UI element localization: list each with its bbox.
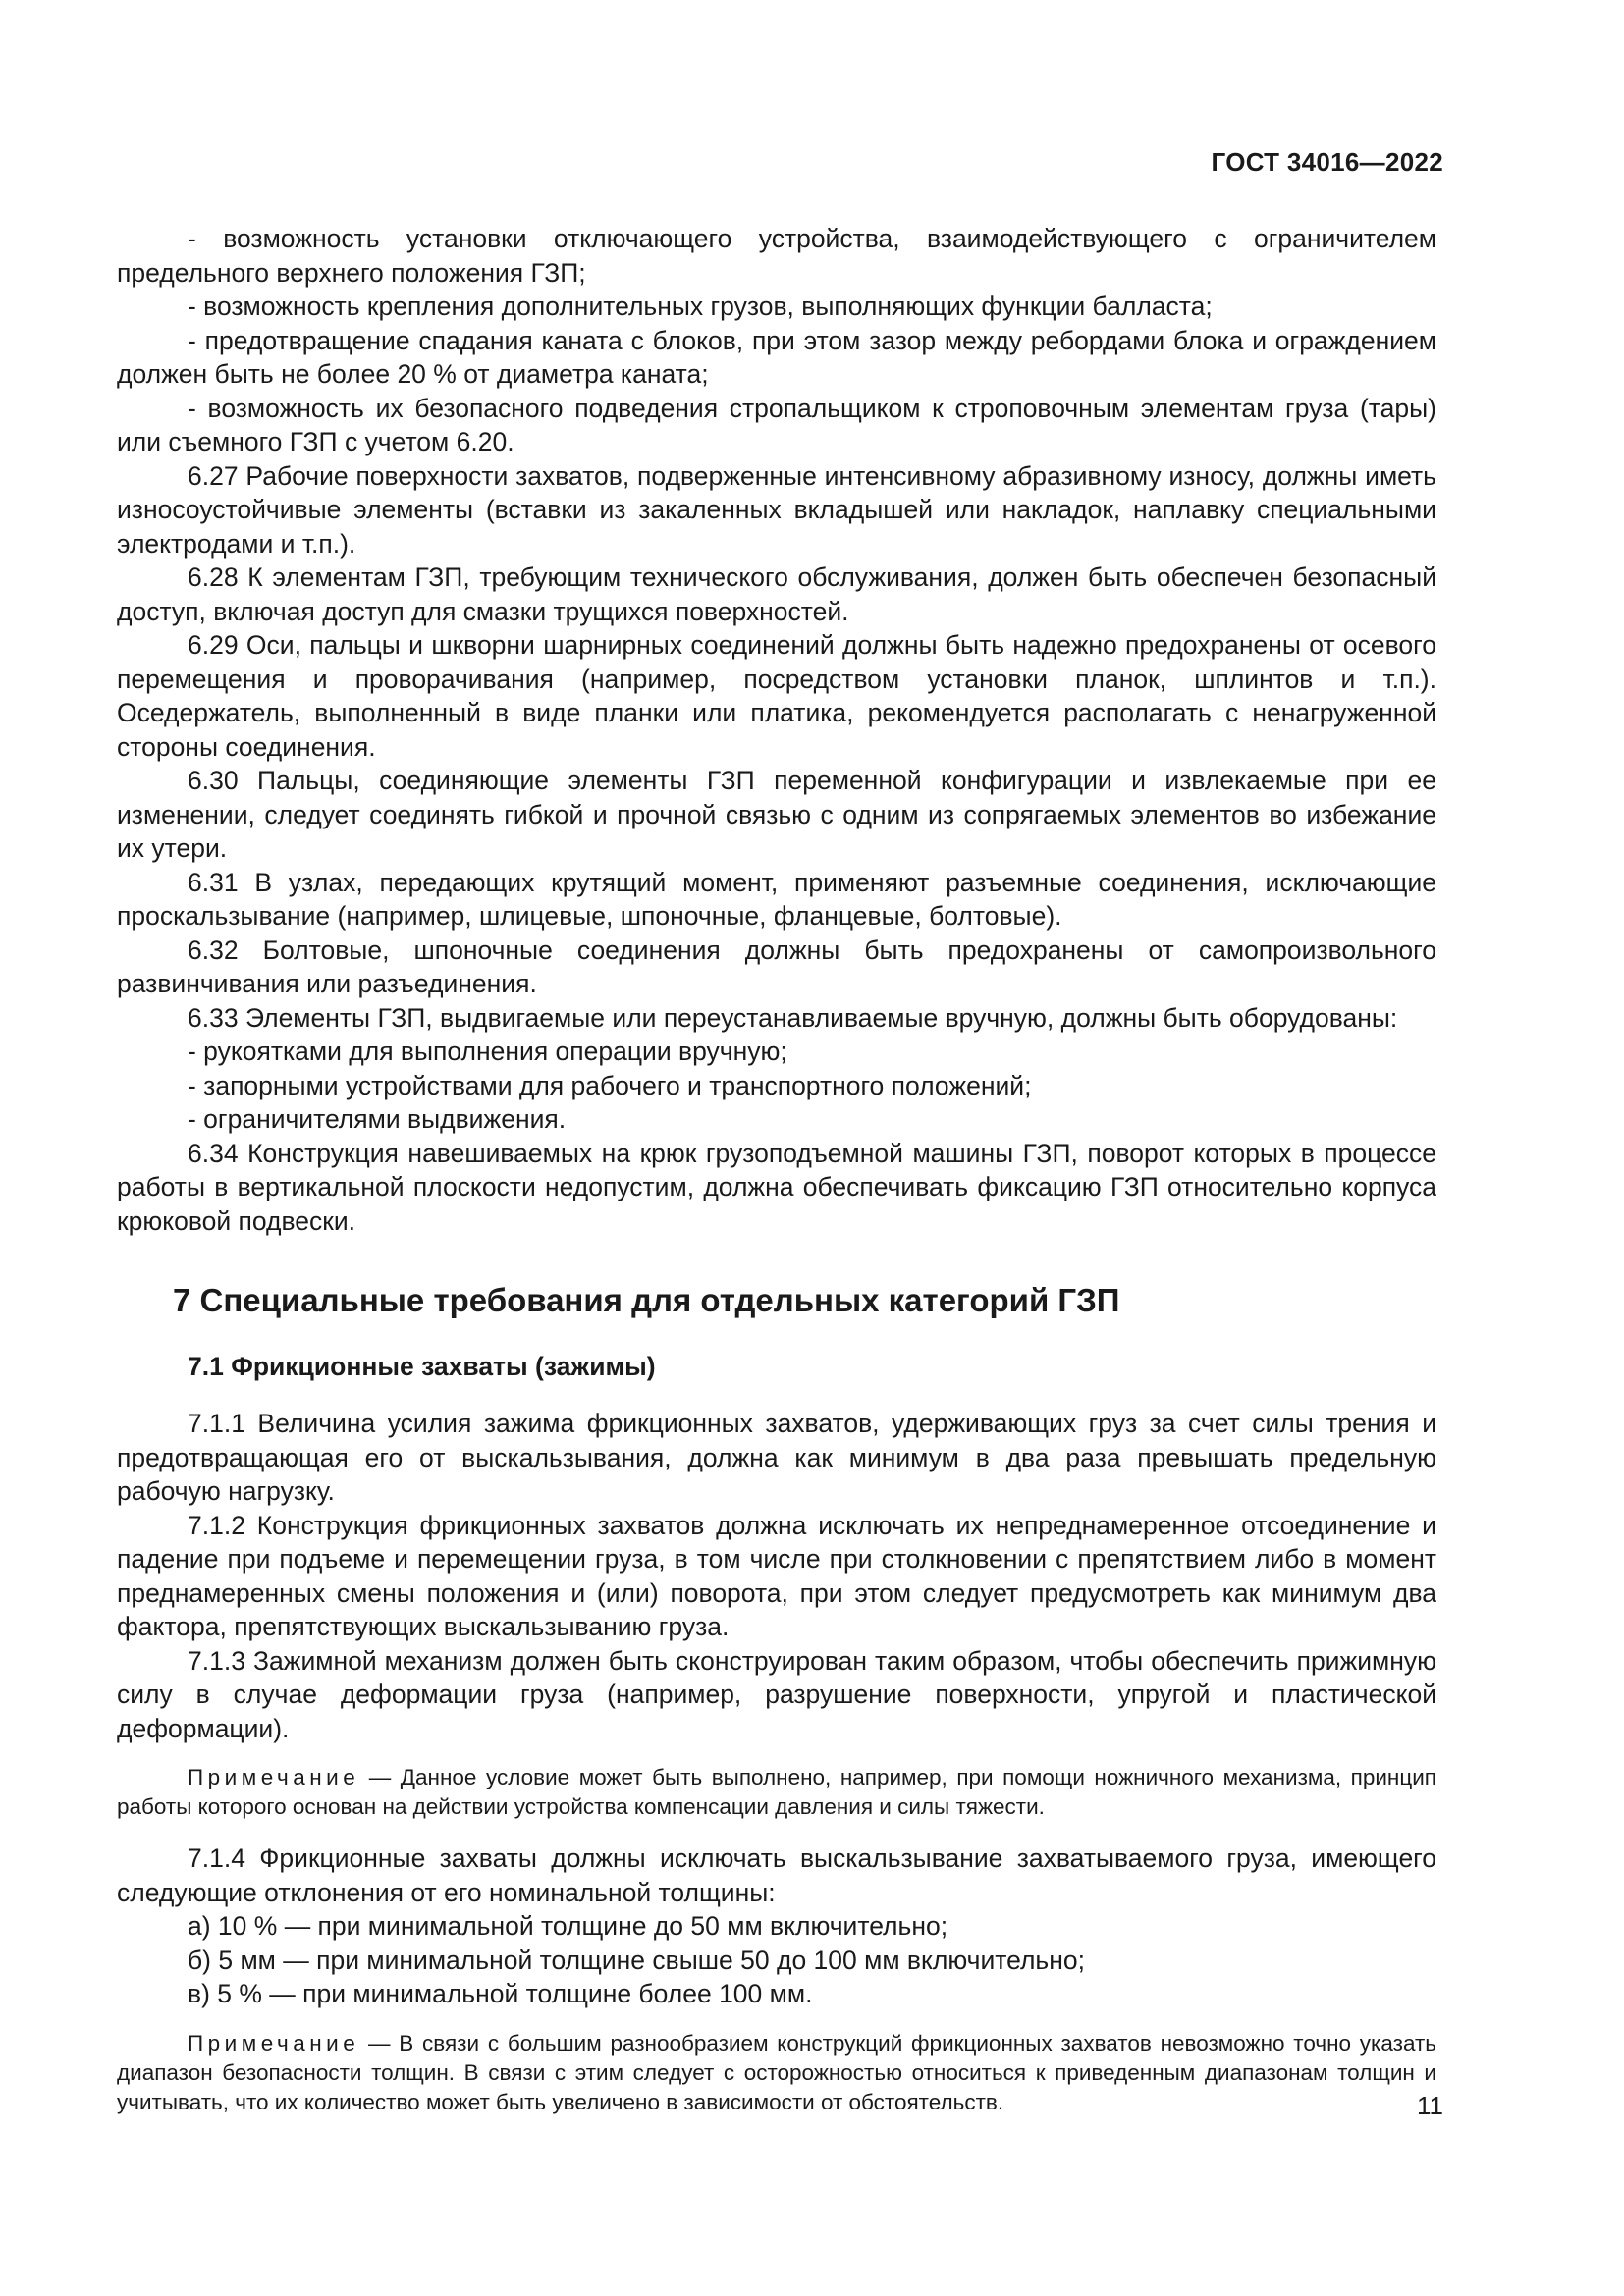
clause-7-1-4: 7.1.4 Фрикционные захваты должны исключать выскальзывание захватываемого груза, имеющего следующие отклонения от его номинальной толщины: — [117, 1843, 1436, 1907]
note-2-label: Примечание — [188, 2030, 360, 2056]
intro-list-item: - возможность установки отключающего устройства, взаимодействующего с ограничителем предельного верхнего положения ГЗП; — [117, 224, 1436, 288]
subsection-7-1-title: 7.1 Фрикционные захваты (зажимы) — [188, 1352, 656, 1381]
document-code: ГОСТ 34016—2022 — [1211, 147, 1443, 177]
intro-list-item: - возможность их безопасного подведения стропальщиком к строповочным элементам груза (тары) или съемного ГЗП с учетом 6.20. — [117, 393, 1436, 456]
intro-list-item: - предотвращение спадания каната с блоков, при этом зазор между ребордами блока и ограждением должен быть не более 20 % от диаметра каната; — [117, 325, 1436, 389]
clause-6-32: 6.32 Болтовые, шпоночные соединения должны быть предохранены от самопроизвольного развинчивания или разъединения. — [117, 934, 1436, 998]
section-7-title: 7 Специальные требования для отдельных категорий ГЗП — [173, 1282, 1120, 1318]
note-1-label: Примечание — [188, 1765, 360, 1789]
note-2-text: — В связи с большим разнообразием конструкций фрикционных захватов невозможно точно указать диапазон безопасности толщин. В связи с этим следует с осторожностью относиться к приведенным диапазонам толщин и учитывать, что их количество может быть увеличено в зависимости от обстоятельств. — [117, 2030, 1436, 2114]
clause-6-31: 6.31 В узлах, передающих крутящий момент, применяют разъемные соединения, исключающие проскальзывание (например, шлицевые, шпоночные, фланцевые, болтовые). — [117, 867, 1436, 931]
note-1-text: — Данное условие может быть выполнено, например, при помощи ножничного механизма, принцип работы которого основан на действии устройства компенсации давления и силы тяжести. — [117, 1765, 1436, 1819]
page-number: 11 — [1417, 2091, 1443, 2120]
clause-6-33: 6.33 Элементы ГЗП, выдвигаемые или переустанавливаемые вручную, должны быть оборудованы: — [188, 1002, 1398, 1033]
note-2 — [117, 2029, 1436, 2117]
clause-7-1-4-item: а) 10 % — при минимальной толщине до 50 мм включительно; — [188, 1911, 948, 1941]
clause-6-33-item: - рукоятками для выполнения операции вручную; — [188, 1037, 787, 1066]
clause-6-28: 6.28 К элементам ГЗП, требующим технического обслуживания, должен быть обеспечен безопасный доступ, включая доступ для смазки трущихся поверхностей. — [117, 562, 1436, 626]
clause-6-34: 6.34 Конструкция навешиваемых на крюк грузоподъемной машины ГЗП, поворот которых в процессе работы в вертикальной плоскости недопустим, должна обеспечивать фиксацию ГЗП относительно корпуса крюковой подвески. — [117, 1138, 1436, 1236]
clause-7-1-4-item: в) 5 % — при минимальной толщине более 100 мм. — [188, 1979, 813, 2008]
clause-7-1-3: 7.1.3 Зажимной механизм должен быть сконструирован таким образом, чтобы обеспечить прижимную силу в случае деформации груза (например, разрушение поверхности, упругой и пластической деформации). — [117, 1645, 1436, 1743]
clause-7-1-1: 7.1.1 Величина усилия зажима фрикционных захватов, удерживающих груз за счет силы трения и предотвращающая его от выскальзывания, должна как минимум в два раза превышать предельную рабочую нагрузку. — [117, 1409, 1436, 1506]
page-content — [117, 222, 1436, 2137]
intro-list-item: - возможность крепления дополнительных грузов, выполняющих функции балласта; — [188, 292, 1213, 321]
clause-7-1-2: 7.1.2 Конструкция фрикционных захватов должна исключать их непреднамеренное отсоединение и падение при подъеме и перемещении груза, в том числе при столкновении с препятствием либо в момент преднамеренных смены положения и (или) поворота, при этом следует предусмотреть как минимум два фактора, препятствующих выскальзыванию груза. — [117, 1510, 1436, 1641]
clause-6-30: 6.30 Пальцы, соединяющие элементы ГЗП переменной конфигурации и извлекаемые при ее изменении, следует соединять гибкой и прочной связью с одним из сопрягаемых элементов во избежание их утери. — [117, 766, 1436, 863]
note-1 — [117, 1763, 1436, 1822]
clause-6-33-item: - ограничителями выдвижения. — [188, 1104, 567, 1134]
clause-6-29: 6.29 Оси, пальцы и шкворни шарнирных соединений должны быть надежно предохранены от осевого перемещения и проворачивания (например, посредством установки планок, шплинтов и т.п.). Оседержатель, выполненный в виде планки или платика, рекомендуется располагать с ненагруженной стороны соединения. — [117, 630, 1436, 762]
clause-6-27: 6.27 Рабочие поверхности захватов, подверженные интенсивному абразивному износу, должны иметь износоустойчивые элементы (вставки из закаленных вкладышей или накладок, наплавку специальными электродами и т.п.). — [117, 460, 1436, 559]
clause-7-1-4-item: б) 5 мм — при минимальной толщине свыше 50 до 100 мм включительно; — [188, 1945, 1085, 1975]
clause-6-33-item: - запорными устройствами для рабочего и транспортного положений; — [188, 1070, 1032, 1100]
